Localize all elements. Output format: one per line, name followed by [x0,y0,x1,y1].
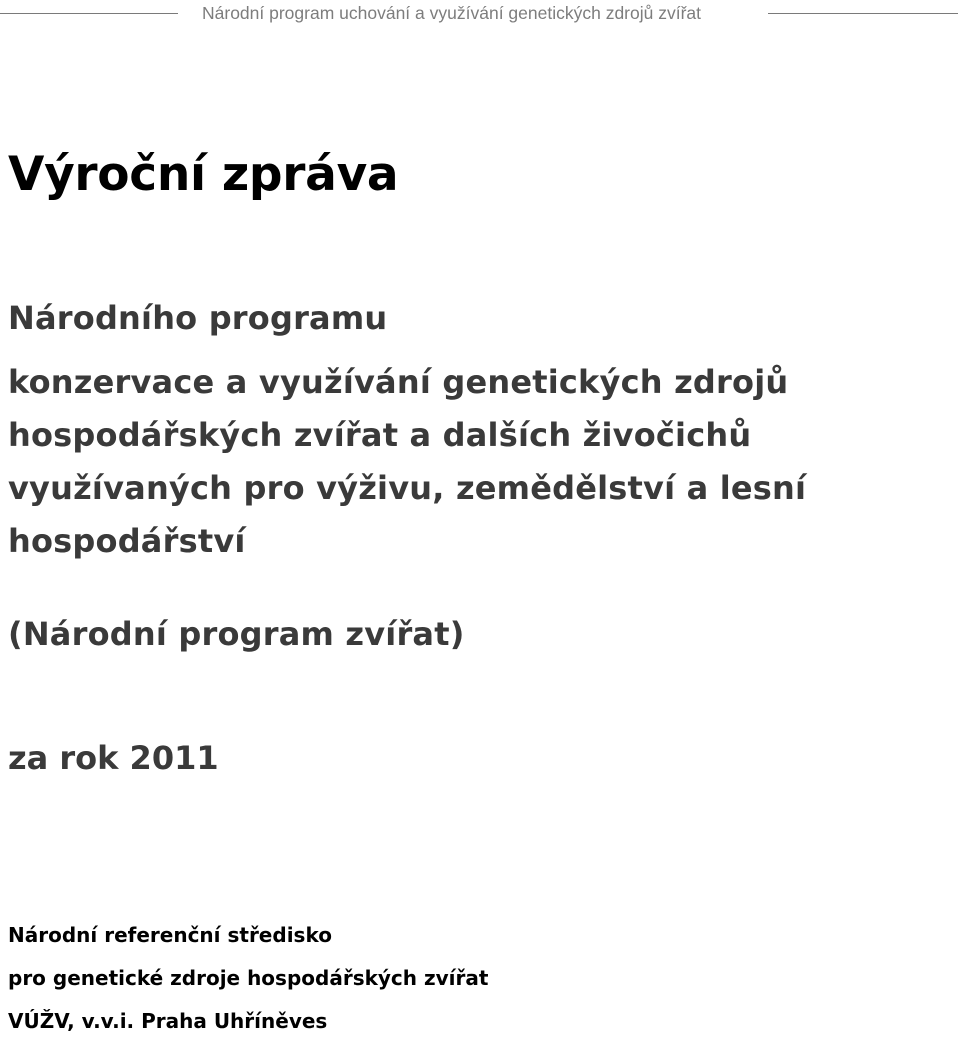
running-header-text: Národní program uchování a využívání genetických zdrojů zvířat [202,3,701,23]
report-period: za rok 2011 [8,739,219,777]
program-name-line: konzervace a využívání genetických zdrojů [8,363,789,401]
running-header [0,0,960,28]
institution-line: Národní referenční středisko [8,923,332,947]
report-title: Výroční zpráva [8,147,399,202]
program-name-line: hospodářských zvířat a dalších živočichů [8,416,752,454]
program-name-line: Národního programu [8,299,388,337]
institution-line: VÚŽV, v.v.i. Praha Uhříněves [8,1009,328,1033]
header-rule-left [0,13,178,14]
program-name [8,296,806,564]
institution-line: pro genetické zdroje hospodářských zvířat [8,966,489,990]
institution-block [8,921,488,1036]
program-name-line: hospodářství [8,522,246,560]
program-name-line: využívaných pro výživu, zemědělství a lesní [8,469,807,507]
header-rule-right [768,13,958,14]
program-short-name: (Národní program zvířat) [8,615,465,653]
